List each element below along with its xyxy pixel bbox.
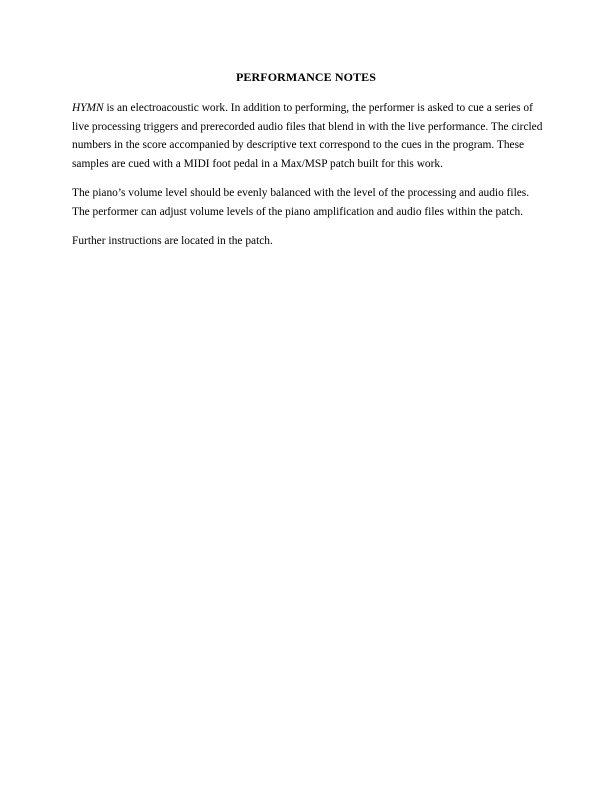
paragraph-further-instructions: Further instructions are located in the patch. <box>72 235 273 247</box>
notes-body <box>72 99 544 262</box>
paragraph-intro <box>72 99 544 173</box>
work-title-italic: HYMN <box>72 102 104 114</box>
page-title: PERFORMANCE NOTES <box>235 70 377 84</box>
paragraph-intro-text: is an electroacoustic work. In addition to performing, the performer is asked to cue a series of live processing triggers and prerecorded audio files that blend in with the live performance. The circled numbers in the score accompanied by descriptive text correspond to the cues in the program. These samples are cued with a MIDI foot pedal in a Max/MSP patch built for this work. <box>72 102 543 170</box>
paragraph-volume: The piano’s volume level should be evenly balanced with the level of the processing and audio files. The performer can adjust volume levels of the piano amplification and audio files within the patch. <box>72 187 530 218</box>
